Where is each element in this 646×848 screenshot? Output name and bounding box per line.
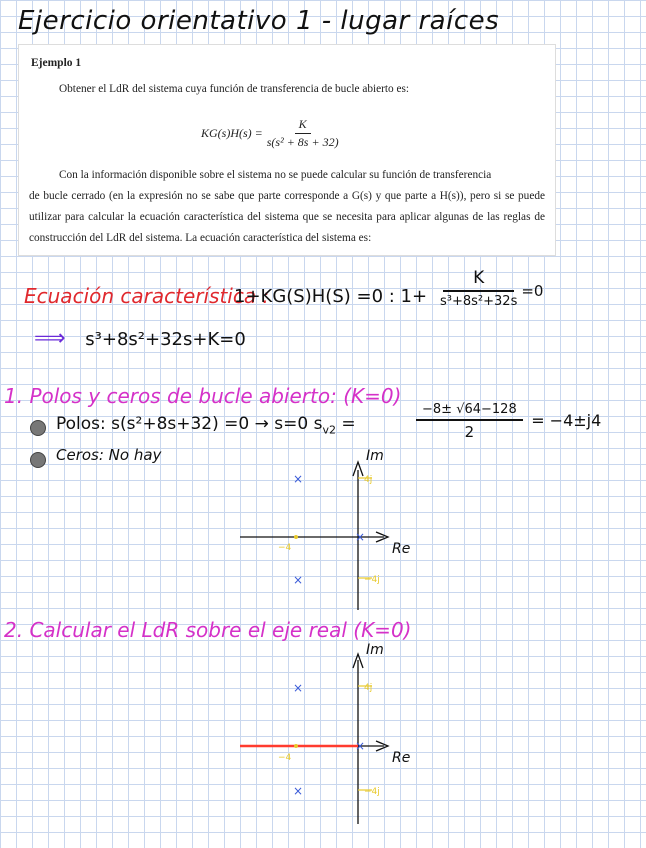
tick-label-neg4j: −4j — [364, 575, 380, 585]
re-axis-label: Re — [392, 541, 411, 557]
pole-marker-icon: × — [355, 739, 366, 753]
characteristic-equation-expr: 1+KG(S)H(S) =0 : 1+ — [234, 286, 428, 307]
zeros-line: Ceros: No hay — [56, 446, 162, 464]
poles-subscript: v2 — [322, 423, 336, 437]
transfer-function-lhs: KG(s)H(s) = — [201, 126, 263, 140]
char-eq-numerator: K — [443, 268, 514, 292]
tf-numerator: K — [295, 117, 311, 134]
implies-arrow-icon: ⟹ — [34, 326, 66, 351]
pole-marker-icon: × — [293, 681, 304, 695]
re-axis-label: Re — [392, 750, 411, 766]
paragraph-line1: Con la información disponible sobre el sistema no se puede calcular su función de transferencia — [59, 169, 492, 181]
page-title: Ejercicio orientativo 1 - lugar raíces — [18, 6, 500, 36]
characteristic-equation-label: Ecuación característica : — [24, 284, 270, 308]
pole-marker-icon: × — [293, 784, 304, 798]
char-eq-denominator: s³+8s²+32s — [440, 294, 518, 309]
example-heading: Ejemplo 1 — [31, 57, 82, 69]
tick-label-neg4: −4 — [278, 543, 292, 553]
section2-title: 2. Calcular el LdR sobre el eje real (K=0) — [4, 618, 412, 642]
tf-denominator: s(s² + 8s + 32) — [266, 135, 339, 149]
im-axis-label: Im — [366, 642, 384, 658]
poles-text: Polos: s(s²+8s+32) =0 → s=0 s — [56, 414, 323, 434]
tick-label-4j: 4j — [364, 683, 373, 693]
polynomial-equation: s³+8s²+32s+K=0 — [85, 329, 246, 350]
sv-result: = −4±j4 — [531, 410, 602, 430]
paragraph-rest: de bucle cerrado (en la expresión no se sabe que parte corresponde a G(s) y que parte a H(s)), pero si se puede utilizar para calcular la ecuación característica del sistema que se necesita para aplicar algunas de las reglas de construcción del LdR del sistema. La ecuación característica del sistema es: — [29, 190, 545, 244]
char-eq-equals: =0 — [521, 281, 544, 300]
tick-label-4j: 4j — [364, 475, 373, 485]
poles-equals: = — [335, 414, 356, 434]
im-axis-label: Im — [366, 448, 384, 464]
sv-numerator: −8± √64−128 — [416, 402, 523, 421]
section1-title: 1. Polos y ceros de bucle abierto: (K=0) — [4, 384, 402, 408]
sv-denominator: 2 — [464, 423, 475, 441]
tick-label-neg4: −4 — [278, 753, 292, 763]
pole-marker-icon: × — [355, 530, 366, 544]
intro-text: Obtener el LdR del sistema cuya función de transferencia de bucle abierto es: — [59, 83, 410, 95]
tick-mark — [294, 744, 298, 748]
pole-marker-icon: × — [293, 573, 304, 587]
tick-label-neg4j: −4j — [364, 787, 380, 797]
pole-marker-icon: × — [293, 472, 304, 486]
